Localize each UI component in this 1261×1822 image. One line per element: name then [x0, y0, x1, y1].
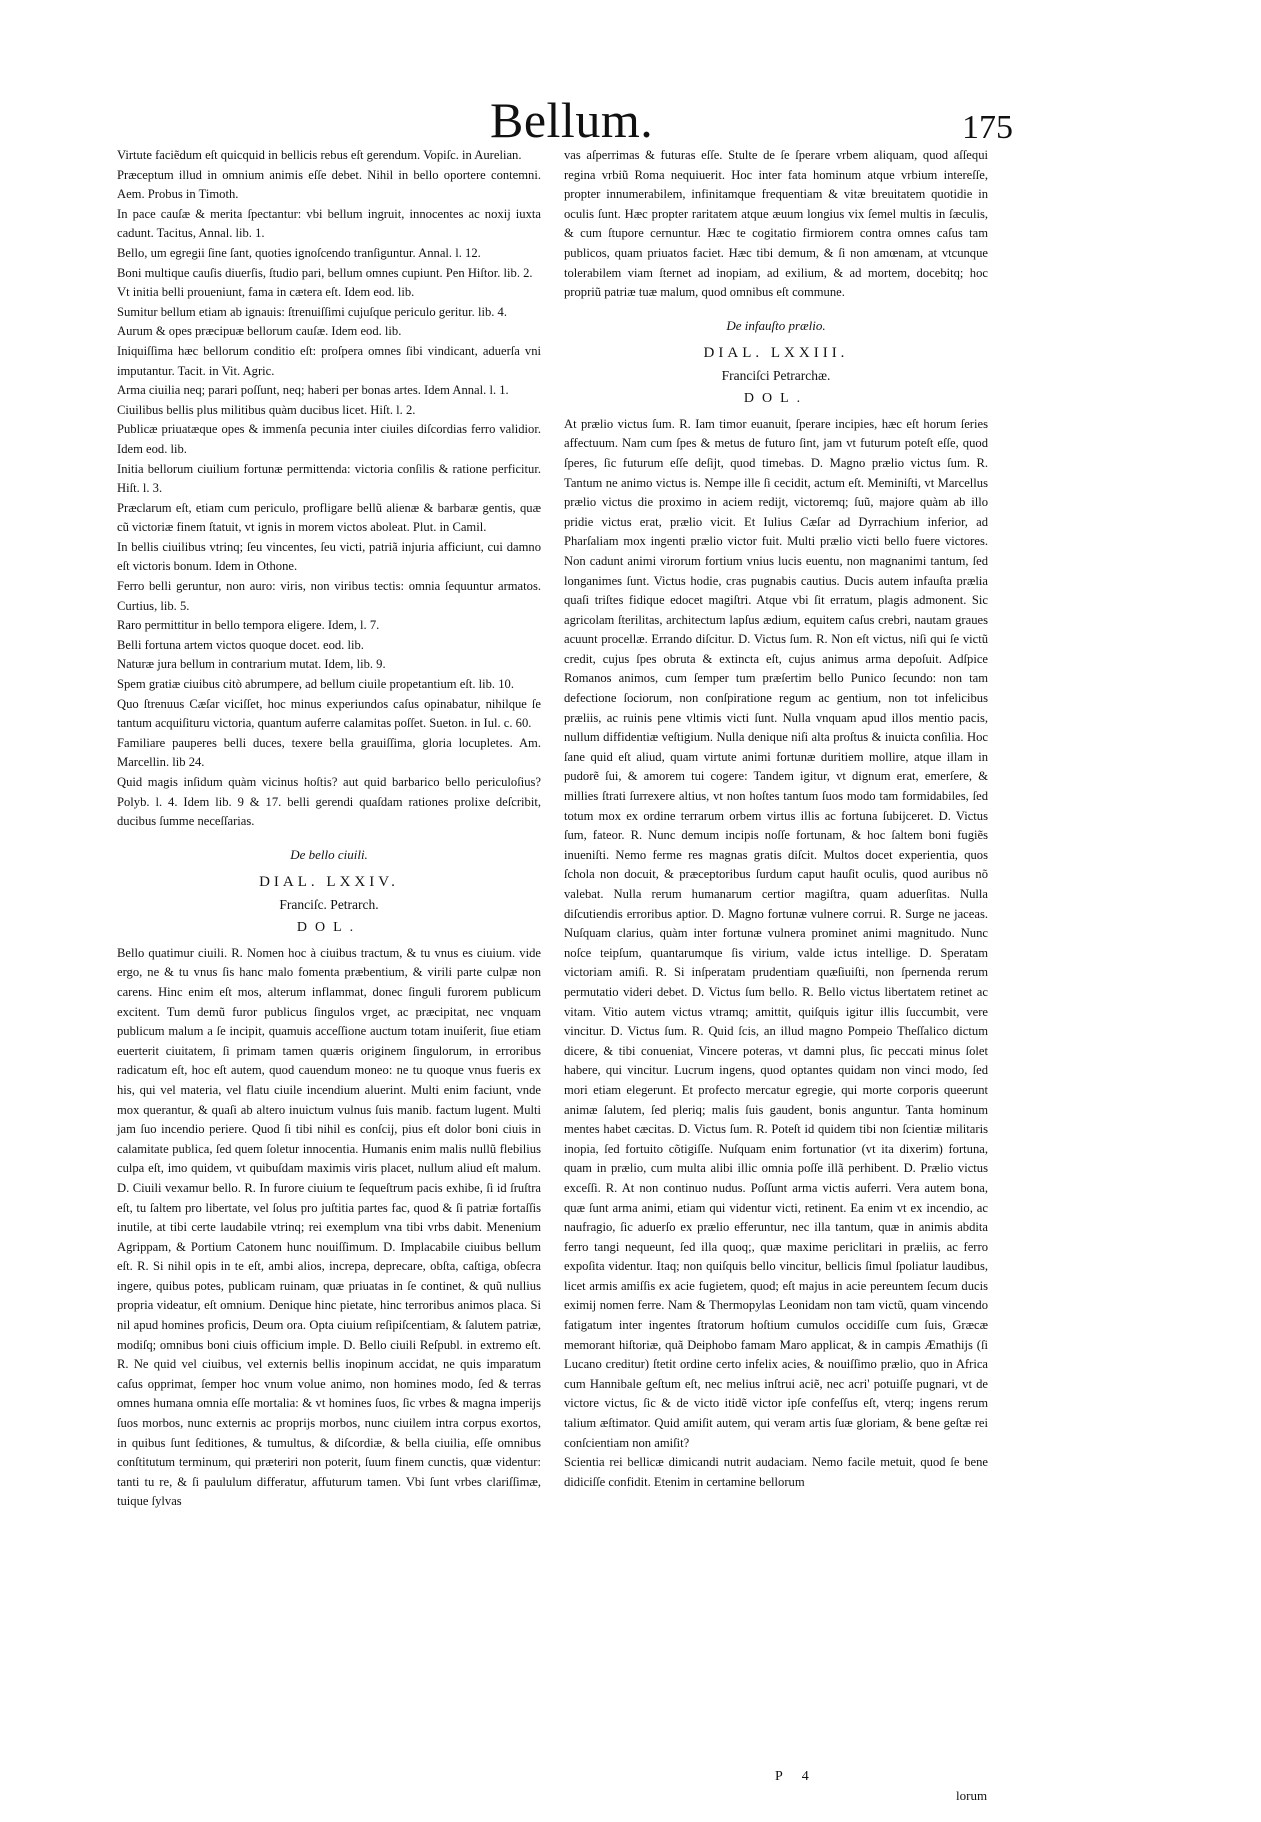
left-entry: Raro permittitur in bello tempora eligere. Idem, l. 7. [117, 618, 380, 633]
signature-mark: P 4 [775, 1769, 817, 1784]
left-entry: Vt initia belli proueniunt, fama in cætera eſt. Idem eod. lib. [117, 285, 415, 300]
left-entries [117, 146, 541, 832]
left-entry: Quo ſtrenuus Cæſar viciſſet, hoc minus experiundos caſus opinabatur, nihilque ſe tantum acquiſituru victoria, quantum auferre calamitas poſſet. Sueton. in Iul. c. 60. [117, 696, 541, 731]
page-number: 175 [962, 109, 1013, 146]
left-dialogue-number: DIAL. LXXIV. [259, 873, 399, 890]
left-entry: Ferro belli geruntur, non auro: viris, non viribus tectis: omnia ſequuntur armatos. Curtius, lib. 5. [117, 579, 541, 613]
left-entry: Belli fortuna artem victos quoque docet. eod. lib. [117, 637, 364, 652]
right-top-body: vas aſperrimas & futuras eſſe. Stulte de ſe ſperare vrbem aliquam, quod aſſequi regina vrbiũ Roma nequiuerit. Hoc inter fata hominum atque vrbium intereſſe, propter innumerabilem, infinitamque frequentiam & vitæ breuitatem quotidie in oculis ſunt. Hæc propter raritatem atque æuum longius vix ſemel multis in ſæculis, & cum ſtupore cernuntur. Hæc te cogitatio firmiorem contra omnes caſus tam publicos, quam priuatos faciet. Hæc tibi demum, & ſi non amœnam, at vtcunque tolerabilem viam ſternet ad inopiam, ad exilium, & ad mortem, docebitq; hoc propriũ patriæ tuæ malum, quod omnibus eſt commune. [564, 148, 988, 300]
left-dialogue-body: Bello quatimur ciuili. R. Nomen hoc à ciuibus tractum, & tu vnus es ciuium. vide ergo, ne & tu vnus ſis hanc malo fomenta præbentium, & virili parte culpæ non carens. Hinc enim eſt mos, alterum inflammat, donec ſinguli furorem publicum excitent. Tum demũ furor publicus ſingulos vrget, ac præcipitat, nec vnquam publicum malum a ſe incipit, quamuis acceſſione auctum totam inuiſerit, ſiue etiam euerterit ciuitatem, ſi primam tamen quæris originem ſingulorum, in erroribus radicatum eſt, hoc eſt autem, quod cauendum moneo: ne tu quoque vnus fueris ex his, qui vel materia, vel flatu ciuile incendium aluerint. Multi enim faciunt, vnde mox querantur, & quaſi ab altero inuictum vulnus ſuis manib. factum lugent. Multi jam ſuo incendio periere. Quod ſi tibi nihil es conſcij, pius eſt dolor boni ciuis in calamitate publica, ſed quem ſoletur innocentia. Humanis enim malis nullũ flebilius culpa eſt, imo quidem, vt quibuſdam maximis viris placet, nullum aliud eſt malum. D. Ciuili vexamur bello. R. In furore ciuium te ſequeſtrum pacis exhibe, ſi id ſruſtra eſt, tu ſaltem pro libertate, vel ſolus pro juſtitia partes fac, quod & ſi patriæ fortaſſis inutile, at tibi certe laudabile vtrinq; rei exemplum vna tibi vrbs dabit. Menenium Agrippam, & Portium Catonem hunc nouiſſimum. D. Implacabile ciuibus bellum eſt. R. Si nihil opis in te eſt, ambi alios, increpa, deprecare, obſta, caſtiga, obſecra ingere, quibus potes, publicam ruinam, quæ priuatas in ſe continet, & quũ nullius propria videatur, eſt omnium. Denique hinc pietate, hinc terroribus animos placa. Si nil apud homines proficis, Deum ora. Opta ciuium reſipiſcentiam, & ſalutem patriæ, modiſq; omnibus boni ciuis officium imple. D. Bello ciuili Reſpubl. in extremo eſt. R. Ne quid vel ciuibus, vel externis bellis inopinum accidat, ne quis imparatum caſus opprimat, ſemper hoc vnum volue animo, non homines modo, ſed & terras omnes humana omnia eſſe mortalia: & vt homines ſuos, ſic vrbes & magna imperijs ſuos morbos, nunc externis ac proprijs morbos, nunc ciuilem intra corpus exortos, in quibus ſunt ſeditiones, & tumultus, & diſcordiæ, & bella ciuilia, eſſe omnibus conſtitutum terminum, qui præteriri non poterit, ſuum finem cunctis, quæ videntur: tanti tu re, & ſi paululum differatur, affuturum tamen. Vbi ſunt vrbes clariſſimæ, tuique ſylvas [117, 945, 541, 1509]
left-entry: In pace cauſæ & merita ſpectantur: vbi bellum ingruit, innocentes ac noxij iuxta cadunt. Tacitus, Annal. lib. 1. [117, 206, 541, 241]
right-section-subtitle: De infauſto prælio. [726, 317, 826, 333]
left-entry: Spem gratiæ ciuibus citò abrumpere, ad bellum ciuile propetantium eſt. lib. 10. [117, 677, 514, 692]
left-entry: Publicæ priuatæque opes & immenſa pecunia inter ciuiles diſcordias ferro validior. Idem eod. lib. [117, 422, 541, 456]
right-dialogue-body: At prælio victus ſum. R. Iam timor euanuit, ſperare incipies, hæc eſt horum ſeries affectuum. Nam cum ſpes & metus de futuro ſint, jam vt futurum poteſt eſſe, quod ſperes, ſic futurum eſſe deſijt, quod timebas. D. Magno prælio victus ſum. R. Tantum ne animo victus is. Nempe ille ſi cecidit, actum eſt. Meminiſti, vt Marcellus prælio victus die proximo in aciem redijt, victoremq; ſuũ, majore quàm ab illo pridie victus erat, prælio vicit. Et Iulius Cæſar ad Dyrrachium inferior, ad Pharſaliam mox ingenti prælio victor fuit. Multi prælio victi bello fuere victores. Non cadunt animi virorum fortium vnius lucis euentu, non magnanimi tantum, ſed longanimes ſunt. Victus hodie, cras pugnabis cautius. Ducis autem infauſta prælia quaſi triſtes fidique edocet magiſtri. Atque vbi ſit erratum, plagis admonent. Sic agricolam ſterilitas, architectum lapſus ædium, equitem caſus crebri, nautam graues acuunt procellæ. Errando diſcitur. D. Victus ſum. R. Non eſt victus, niſi qui ſe victũ credit, cujus ſpes obruta & extincta eſt, cujus animus arma depoſuit. Adſpice Romanos animos, cum ſemper tum præſertim bello Punico ſecundo: non tam defectione ſociorum, non conſpiratione regum ac gentium, non tot infelicibus præliis, ac ruinis pene vltimis victi ſunt. Nulla vnquam apud illos mentio pacis, nullum diffidentiæ veſtigium. Nulla denique niſi alta proſtus & inuicta conſilia. Hoc ſane quid eſt aliud, quam virtute animi fortunæ duritiem mollire, atque illam in pudorẽ ſui, & amorem tui cogere: Tandem igitur, vt dignum erat, emerſere, & millies ſtrati ſurrexere altius, vt non hoſtes tantum ſuos modo tam formidabiles, ſed totum mox ex ordine terrarum orbem virtus illis ac fortuna ſubijceret. D. Victus ſum, fateor. R. Nunc demum incipis noſſe fortunam, & hoc ſaltem boni fugiẽs inueniſti. Nemo ferme res magnas gratis diſcit. Multos docet experientia, quos ſchola non docuit, & præceptoribus ſurdum caput hauſit oculis, quod auribus nõ valebat. Nulla rerum humanarum certior magiſtra, quam aduerſitas. Nulla diſcutiendis erroribus aptior. D. Magno fortunæ vulnere corrui. R. Surge ne jaceas. Nuſquam clarius, quàm inter fortunæ vulnera prominet animi magnitudo. Nunc noſce teipſum, quantarumque ſis virium, valde ictus intellige. D. Speratam victoriam amiſi. R. Si inſperatam prudentiam quæſiuiſti, non ſpernenda rerum permutatio videri debet. D. Victus ſum bello. R. Bello victus libertatem retinet ac vitam. Vitio autem victus vtramq; amittit, quiſquis igitur illis ſuccumbit, vere vincitur. D. Victus ſum. R. Quid ſcis, an illud magno Pompeio Theſſalico dictum dicere, & tibi conueniat, Vincere poteras, vt damni plus, ſic peccati minus ſolet habere, qui vincitur. Lucrum ingens, quod optantes quidam non vinci modo, ſed mori etiam elegerunt. Et profecto mercatur egregie, qui morte corporis queerunt animæ ſalutem, ſed pleriq; malis ſuis gaudent, bonis anguntur. Tanta hominum mentes habet cæcitas. D. Victus ſum. R. Poteſt id quidem tibi non ſcientiæ militaris inopia, ſed fortuito cõtigiſſe. Nuſquam enim fortunatior (vt ita dixerim) fortuna, quam in prælio, cum multa alibi illic omnia poſſe illã perhibent. D. Prælio victus exceſſi. R. At non continuo nudus. Poſſunt arma victis auferri. Vera autem bona, quæ ſunt arma animi, etiam qui videntur victi, retinent. Ea enim vt ex incendio, ac naufragio, ſic aduerſo ex prælio efferuntur, nec illa tantum, quæ in animis abdita ferro tangi nequeunt, ſed illa quoq;, quæ maxime periclitari in præliis, ac ferro expoſita videntur. Itaq; non quiſquis bello vincitur, bellicis ſimul ſpoliatur laudibus, licet armis amiſſis ex acie fugietem, quod; eſt majus in acie pereuntem ſecum ducis eximij nomen ferre. Nam & Thermopylas Leonidam non tam victũ, quam vincendo fatigatum inter ingentes ſtratorum hoſtium cumulos occidiſſe cum ſuis, Græcæ memorant hiſtoriæ, quã Deiphobo famam Maro applicat, & in campis Æmathijs (ſi Lucano creditur) ſtetit ordine certo infelix acies, & nouiſſimo prælio, quo in Africa cum Hannibale geſtum eſt, nec melius inſtrui aciẽ, nec acri' potuiſſe pugnari, vt de victore victus, ſic & de victo itidẽ victor ipſe confeſſus eſt, vterq; ingens rerum talium æſtimator. Quid amiſit autem, qui veram artis ſuæ gloriam, & bene geſtæ rei conſcientiam non amiſit? [564, 416, 988, 1450]
left-dialogue-speaker: DOL. [296, 919, 362, 935]
right-dialogue-author: Franciſci Petrarchæ. [721, 367, 831, 383]
left-entry: In bellis ciuilibus vtrinq; ſeu vincentes, ſeu victi, patriã injuria afficiunt, cui damno eſt victoris bonum. Idem in Othone. [117, 539, 541, 574]
left-column [117, 146, 541, 1512]
left-entry: Ciuilibus bellis plus militibus quàm ducibus licet. Hiſt. l. 2. [117, 402, 416, 417]
left-entry: Initia bellorum ciuilium fortunæ permittenda: victoria conſilis & ratione perficitur. Hiſt. l. 3. [117, 461, 541, 496]
left-entry: Arma ciuilia neq; parari poſſunt, neq; haberi per bonas artes. Idem Annal. l. 1. [117, 383, 509, 398]
running-head-title: Bellum. [490, 92, 654, 148]
left-entry: Naturæ jura bellum in contrarium mutat. Idem, lib. 9. [117, 657, 386, 672]
left-entry: Sumitur bellum etiam ab ignauis: ſtrenuiſſimi cujuſque periculo geritur. lib. 4. [117, 304, 507, 319]
left-entry: Boni multique cauſis diuerſis, ſtudio pari, bellum omnes cupiunt. Pen Hiſtor. lib. 2. [117, 265, 533, 280]
right-dialogue-speaker: DOL. [743, 390, 809, 406]
left-section-subtitle: De bello ciuili. [290, 846, 368, 862]
left-entry: Quid magis inſidum quàm vicinus hoſtis? aut quid barbarico bello periculoſius? Polyb. l. 4. Idem lib. 9 & 17. belli gerendi quaſdam rationes prolixe deſcribit, ducibus ſumme neceſſarias. [117, 775, 541, 829]
left-entry: Aurum & opes præcipuæ bellorum cauſæ. Idem eod. lib. [117, 324, 402, 339]
left-entry: Familiare pauperes belli duces, texere bella grauiſſima, gloria locupletes. Am. Marcellin. lib 24. [117, 735, 541, 770]
left-entry: Præceptum illud in omnium animis eſſe debet. Nihil in bello oportere contemni. Aem. Probus in Timoth. [117, 167, 541, 202]
right-dialogue-number: DIAL. LXXIII. [703, 344, 849, 361]
left-entry: Bello, um egregii ſine ſant, quoties ignoſcendo tranſiguntur. Annal. l. 12. [117, 245, 481, 260]
left-entry: Iniquiſſima hæc bellorum conditio eſt: proſpera omnes ſibi vindicant, aduerſa vni imputantur. Tacit. in Vit. Agric. [117, 343, 541, 378]
left-entry: Præclarum eſt, etiam cum periculo, profligare bellũ alienæ & barbaræ gentis, quæ cũ victoriæ finem ſtatuit, vt ignis in morem victos aboleat. Plut. in Camil. [117, 500, 541, 535]
left-dialogue-author: Franciſc. Petrarch. [279, 896, 379, 912]
catchword: lorum [956, 1788, 988, 1803]
right-column [564, 146, 988, 1492]
left-entry: Virtute faciẽdum eſt quicquid in bellicis rebus eſt gerendum. Vopiſc. in Aurelian. [117, 148, 522, 162]
right-closing-paragraph: Scientia rei bellicæ dimicandi nutrit audaciam. Nemo facile metuit, quod ſe bene didiciſſe confidit. Etenim in certamine bellorum [564, 1455, 988, 1489]
